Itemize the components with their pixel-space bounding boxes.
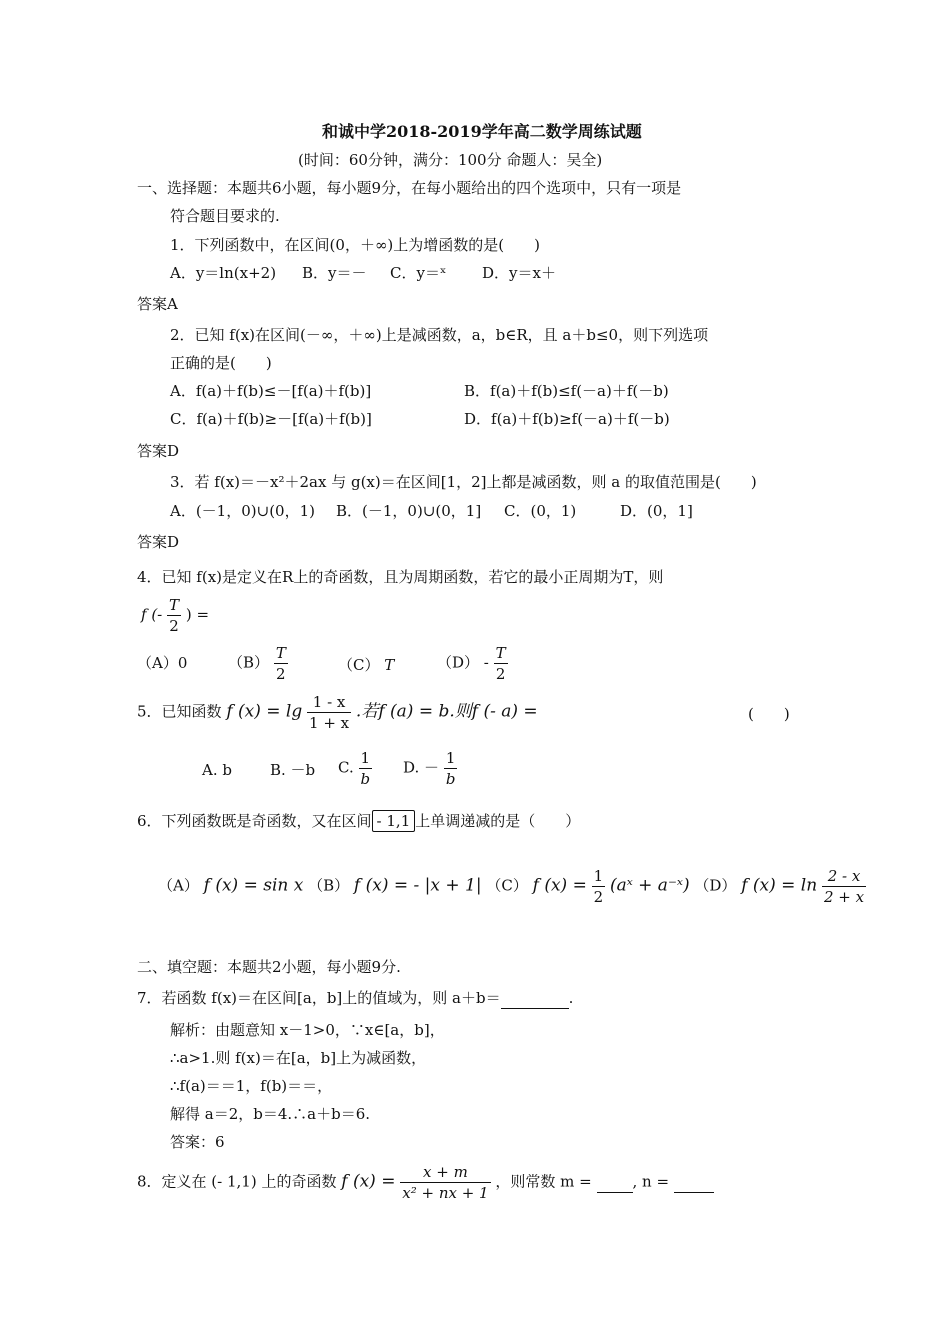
q5-stem-prefix: 5．已知函数 xyxy=(137,702,222,721)
q7-solution-1: 解析：由题意知 x－1>0，∵x∈[a，b]， xyxy=(170,1021,445,1039)
q2-option-b: B．f(a)＋f(b)≤f(－a)＋f(－b) xyxy=(464,382,669,400)
q6-stem xyxy=(137,810,580,832)
q3-stem: 3．若 f(x)＝－x²＋2ax 与 g(x)＝在区间[1，2]上都是减函数，则 a 的取值范围是( ) xyxy=(170,473,757,491)
q1-option-c: C．y＝ˣ xyxy=(390,264,447,282)
q3-option-b: B．(－1，0)∪(0，1] xyxy=(336,502,482,520)
q6-option-d-prefix: f (x) = ln xyxy=(741,875,818,896)
q6-option-c-fraction xyxy=(592,866,606,907)
q4-d-num: T xyxy=(495,644,506,662)
q5-function: f (x) = lg xyxy=(226,701,303,722)
q6-option-b-expr: f (x) = - |x + 1| xyxy=(353,875,482,896)
q5-option-c xyxy=(338,748,372,789)
q1-option-d: D．y＝x＋ xyxy=(482,264,556,282)
q5-option-c-fraction xyxy=(359,748,373,789)
q5-frac-num: 1 - x xyxy=(307,692,351,713)
q5-option-d-label: D. － xyxy=(403,758,440,777)
page-subtitle: (时间：60分钟，满分：100分 命题人：吴全) xyxy=(298,151,603,169)
q4-b-den: 2 xyxy=(276,665,286,683)
q6-option-c-label: （C） xyxy=(486,876,528,895)
q4-expression xyxy=(141,595,209,636)
q8-function: f (x) = xyxy=(341,1171,396,1192)
q4-frac-den: 2 xyxy=(169,617,179,635)
q4-option-c-label: （C） xyxy=(338,656,380,674)
section2-heading: 二、填空题：本题共2小题，每小题9分. xyxy=(137,958,401,976)
q7-stem-end: . xyxy=(568,989,574,1007)
q5-option-d-fraction xyxy=(444,748,458,789)
q3-answer: 答案D xyxy=(137,533,180,551)
q7-stem-text: 7．若函数 f(x)＝在区间[a，b]上的值域为，则 a＋b＝ xyxy=(137,989,501,1007)
q1-answer: 答案A xyxy=(137,295,178,313)
q4-stem: 4．已知 f(x)是定义在R上的奇函数，且为周期函数，若它的最小正周期为T，则 xyxy=(137,568,664,586)
q8-fraction xyxy=(400,1162,490,1203)
q6-c-den: 2 xyxy=(593,888,604,906)
q5-stem xyxy=(137,692,538,733)
q2-stem: 2．已知 f(x)在区间(－∞，＋∞)上是减函数，a，b∈R，且 a＋b≤0，则下列选项 xyxy=(170,326,709,344)
q5-frac-den: 1 + x xyxy=(309,714,350,732)
q7-stem xyxy=(137,988,573,1009)
q2-option-d: D．f(a)＋f(b)≥f(－a)＋f(－b) xyxy=(464,410,670,428)
q4-option-b xyxy=(228,643,288,684)
q3-option-c: C．(0，1) xyxy=(504,502,577,520)
q5-c-den: b xyxy=(360,770,371,788)
q4-option-d-fraction xyxy=(494,643,508,684)
section1-heading: 一、选择题：本题共6小题，每小题9分，在每小题给出的四个选项中，只有一项是 xyxy=(137,179,682,197)
q1-stem: 1．下列函数中，在区间(0，＋∞)上为增函数的是( ) xyxy=(170,236,540,254)
q4-option-c-value: T xyxy=(384,656,395,674)
q6-option-a-label: （A） xyxy=(158,876,199,895)
section1-heading-cont: 符合题目要求的. xyxy=(170,207,280,225)
q4-expr-prefix: f (- xyxy=(141,605,163,624)
q5-fraction xyxy=(307,692,351,733)
q6-option-c-suffix: (aˣ + a⁻ˣ) xyxy=(609,875,690,896)
q8-frac-den: x² + nx + 1 xyxy=(402,1184,489,1202)
q6-c-num: 1 xyxy=(593,867,604,885)
q1-option-a: A．y＝ln(x+2) xyxy=(170,264,277,282)
q4-option-c xyxy=(338,655,394,675)
q6-d-den: 2 + x xyxy=(823,888,865,906)
q5-d-num: 1 xyxy=(444,748,458,769)
q8-stem-m: ，则常数 m = xyxy=(495,1172,592,1191)
q6-option-d-fraction xyxy=(822,866,866,907)
q8-stem-n: , n = xyxy=(632,1172,670,1191)
page-title: 和诚中学2018-2019学年高二数学周练试题 xyxy=(322,122,642,141)
q5-stem-suffix: .若f (a) = b.则f (- a) = xyxy=(355,701,538,722)
q5-paren: ( ) xyxy=(748,705,790,723)
q4-option-a: （A）0 xyxy=(137,654,188,672)
q4-option-b-label: （B） xyxy=(228,653,270,672)
q3-option-a: A．(－1，0)∪(0，1) xyxy=(170,502,315,520)
q7-solution-2: ∴a>1.则 f(x)＝在[a，b]上为减函数， xyxy=(170,1049,427,1067)
q7-answer: 答案：6 xyxy=(170,1133,225,1151)
q4-d-den: 2 xyxy=(495,665,506,683)
q4-b-num: T xyxy=(275,644,286,662)
q3-option-d: D．(0，1] xyxy=(620,502,693,520)
q8-frac-num: x + m xyxy=(400,1162,490,1183)
q5-option-a: A. b xyxy=(202,761,232,779)
q2-stem-cont: 正确的是( ) xyxy=(170,354,272,372)
q5-option-b: B. －b xyxy=(270,761,316,779)
q6-option-c-prefix: f (x) = xyxy=(532,875,587,896)
q6-stem-prefix: 6．下列函数既是奇函数，又在区间 xyxy=(137,812,372,830)
q7-solution-3: ∴f(a)＝＝1，f(b)＝＝， xyxy=(170,1077,333,1095)
q8-m-blank[interactable] xyxy=(597,1172,633,1193)
q6-interval: - 1,1 xyxy=(372,810,416,832)
q6-d-num: 2 - x xyxy=(822,866,866,887)
q4-option-d-label: （D） - xyxy=(437,653,489,672)
q8-n-blank[interactable] xyxy=(674,1172,714,1193)
q1-option-b: B．y＝－ xyxy=(302,264,367,282)
q4-expr-suffix: ) = xyxy=(185,605,210,624)
q2-option-c: C．f(a)＋f(b)≥－[f(a)＋f(b)] xyxy=(170,410,372,428)
q4-option-b-fraction xyxy=(274,643,288,684)
q6-stem-suffix: 上单调递减的是（ ） xyxy=(415,812,581,830)
q6-options xyxy=(158,866,866,907)
q4-fraction xyxy=(167,595,181,636)
q6-option-b-label: （B） xyxy=(308,876,350,895)
q2-option-a: A．f(a)＋f(b)≤－[f(a)＋f(b)] xyxy=(170,382,372,400)
q5-option-c-label: C. xyxy=(338,758,354,777)
q7-answer-blank[interactable] xyxy=(501,988,569,1009)
q5-c-num: 1 xyxy=(359,748,373,769)
q7-solution-4: 解得 a＝2，b＝4.∴a＋b＝6. xyxy=(170,1105,371,1123)
q2-answer: 答案D xyxy=(137,442,180,460)
q4-option-d xyxy=(437,643,508,684)
q5-option-d xyxy=(403,748,457,789)
q5-d-den: b xyxy=(445,770,456,788)
q8-stem xyxy=(137,1162,714,1203)
q4-frac-num: T xyxy=(169,596,180,614)
q6-option-d-label: （D） xyxy=(694,876,737,895)
q6-option-a-expr: f (x) = sin x xyxy=(203,875,304,896)
q8-stem-prefix: 8．定义在 (- 1,1) 上的奇函数 xyxy=(137,1172,337,1191)
